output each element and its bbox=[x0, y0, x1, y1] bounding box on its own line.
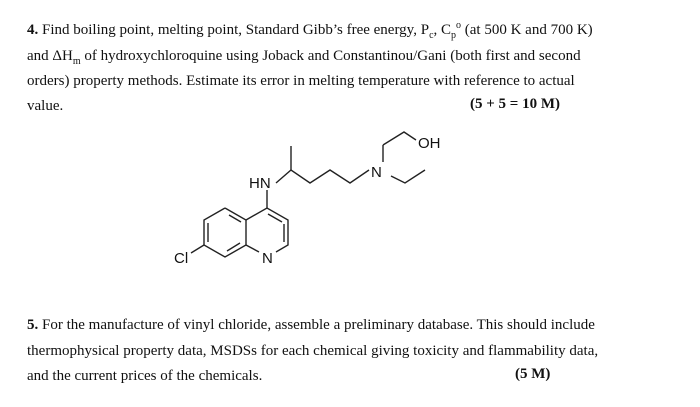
q5-marks: (5 M) bbox=[515, 366, 551, 382]
q5-line-3: and the current prices of the chemicals. bbox=[27, 368, 263, 384]
side-chain bbox=[276, 170, 369, 183]
q5-line-1 bbox=[27, 315, 595, 335]
q5-number: 5. bbox=[27, 317, 39, 333]
q4-sub-m: m bbox=[72, 56, 81, 67]
q4-line-3: orders) property methods. Estimate its error in melting temperature with reference to actual bbox=[27, 73, 575, 89]
q4-text-1: Find boiling point, melting point, Standard Gibb’s free energy, P bbox=[42, 22, 430, 38]
q4-marks: (5 + 5 = 10 M) bbox=[470, 96, 560, 112]
label-oh: OH bbox=[418, 135, 441, 152]
q4-number: 4. bbox=[27, 22, 39, 38]
q4-text-2-end: of hydroxychloroquine using Joback and Constantinou/Gani (both first and second bbox=[80, 48, 581, 64]
q4-text-1-end: (at 500 K and 700 K) bbox=[461, 22, 593, 38]
q4-text-1-mid: , C bbox=[433, 22, 452, 38]
label-n-ring: N bbox=[262, 250, 273, 267]
q4-sub-p: p bbox=[451, 30, 457, 41]
pyridine-ring bbox=[246, 208, 288, 252]
q5-text-1: For the manufacture of vinyl chloride, assemble a preliminary database. This should include bbox=[42, 317, 595, 333]
q4-text-2: and ΔH bbox=[27, 48, 73, 64]
label-n-amine: N bbox=[371, 164, 382, 181]
ethyl-chain bbox=[391, 170, 425, 183]
hydroxyethyl-chain bbox=[383, 132, 416, 145]
q4-line-4: value. bbox=[27, 98, 64, 114]
q4-sub-c: c bbox=[429, 30, 434, 41]
cl-bond bbox=[191, 245, 204, 253]
q5-line-2: thermophysical property data, MSDSs for each chemical giving toxicity and flammability data, bbox=[27, 343, 599, 359]
pyridine-bond bbox=[246, 245, 259, 252]
q4-sup-o: o bbox=[456, 20, 462, 31]
label-hn: HN bbox=[249, 175, 271, 192]
label-cl: Cl bbox=[174, 250, 189, 267]
benzene-ring bbox=[204, 208, 246, 257]
